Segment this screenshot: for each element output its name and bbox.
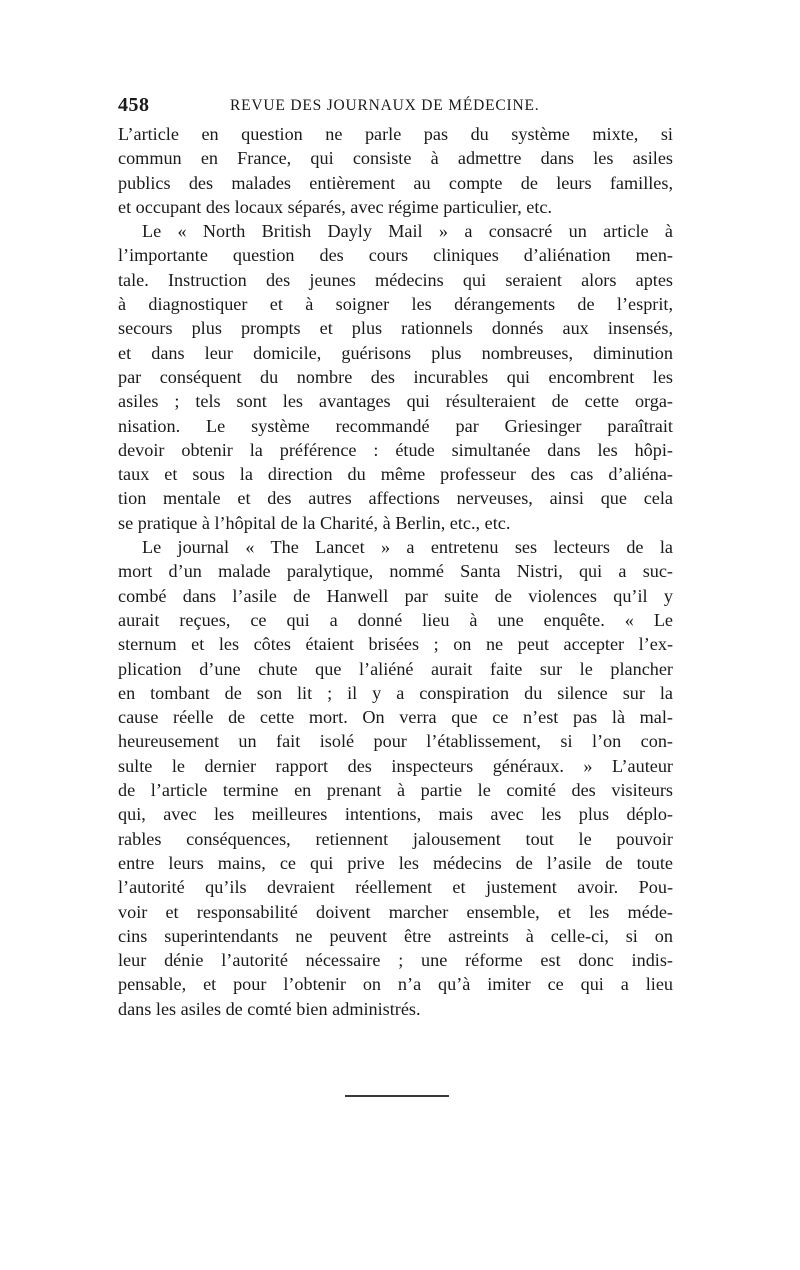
text-line: l’importante question des cours cliniques d’aliénation men- xyxy=(118,245,673,266)
text-line: commun en France, qui consiste à admettre dans les asiles xyxy=(118,148,673,169)
text-line: pensable, et pour l’obtenir on n’a qu’à imiter ce qui a lieu xyxy=(118,974,673,995)
text-line: qui, avec les meilleures intentions, mais avec les plus déplo- xyxy=(118,804,673,825)
text-line: aurait reçues, ce qui a donné lieu à une enquête. « Le xyxy=(118,609,673,630)
text-line: combé dans l’asile de Hanwell par suite de violences qu’il y xyxy=(118,585,673,606)
end-rule xyxy=(345,1095,449,1097)
text-line: se pratique à l’hôpital de la Charité, à Berlin, etc., etc. xyxy=(118,512,511,533)
text-line: heureusement un fait isolé pour l’établissement, si l’on con- xyxy=(118,731,673,752)
text-line: secours plus prompts et plus rationnels donnés aux insensés, xyxy=(118,318,673,339)
text-line: taux et sous la direction du même professeur des cas d’aliéna- xyxy=(118,464,673,485)
text-line: publics des malades entièrement au compte de leurs familles, xyxy=(118,172,673,193)
text-line: l’autorité qu’ils devraient réellement et justement avoir. Pou- xyxy=(118,877,673,898)
text-line: voir et responsabilité doivent marcher ensemble, et les méde- xyxy=(118,901,673,922)
text-line: tion mentale et des autres affections nerveuses, ainsi que cela xyxy=(118,488,673,509)
text-line: Le journal « The Lancet » a entretenu ses lecteurs de la xyxy=(142,537,673,558)
page-header xyxy=(118,94,688,120)
page-number: 458 xyxy=(118,94,150,116)
text-line: plication d’une chute que l’aliéné aurait faite sur le plancher xyxy=(118,658,673,679)
text-line: et dans leur domicile, guérisons plus nombreuses, diminution xyxy=(118,342,673,363)
running-head: REVUE DES JOURNAUX DE MÉDECINE. xyxy=(230,97,540,114)
text-line: sulte le dernier rapport des inspecteurs généraux. » L’auteur xyxy=(118,755,673,776)
text-line: leur dénie l’autorité nécessaire ; une réforme est donc indis- xyxy=(118,950,673,971)
text-line: de l’article termine en prenant à partie le comité des visiteurs xyxy=(118,780,673,801)
text-line: L’article en question ne parle pas du système mixte, si xyxy=(118,124,673,144)
text-line: cause réelle de cette mort. On verra que ce n’est pas là mal- xyxy=(118,707,673,728)
text-line: en tombant de son lit ; il y a conspiration du silence sur la xyxy=(118,682,673,703)
text-line: dans les asiles de comté bien administrés. xyxy=(118,998,421,1019)
text-line: Le « North British Dayly Mail » a consacré un article à xyxy=(142,221,673,242)
text-line: mort d’un malade paralytique, nommé Santa Nistri, qui a suc- xyxy=(118,561,673,582)
text-line: rables conséquences, retiennent jalousement tout le pouvoir xyxy=(118,828,673,849)
text-line: cins superintendants ne peuvent être astreints à celle-ci, si on xyxy=(118,925,673,946)
text-line: asiles ; tels sont les avantages qui résulteraient de cette orga- xyxy=(118,391,673,412)
text-line: entre leurs mains, ce qui prive les médecins de l’asile de toute xyxy=(118,852,673,873)
text-line: à diagnostiquer et à soigner les dérangements de l’esprit, xyxy=(118,294,673,315)
article-text xyxy=(118,122,673,1021)
text-line: sternum et les côtes étaient brisées ; on ne peut accepter l’ex- xyxy=(118,634,673,655)
text-line: par conséquent du nombre des incurables qui encombrent les xyxy=(118,366,673,387)
text-line: nisation. Le système recommandé par Griesinger paraîtrait xyxy=(118,415,673,436)
text-line: tale. Instruction des jeunes médecins qui seraient alors aptes xyxy=(118,269,673,290)
text-line: et occupant des locaux séparés, avec régime particulier, etc. xyxy=(118,196,553,217)
text-line: devoir obtenir la préférence : étude simultanée dans les hôpi- xyxy=(118,439,673,460)
